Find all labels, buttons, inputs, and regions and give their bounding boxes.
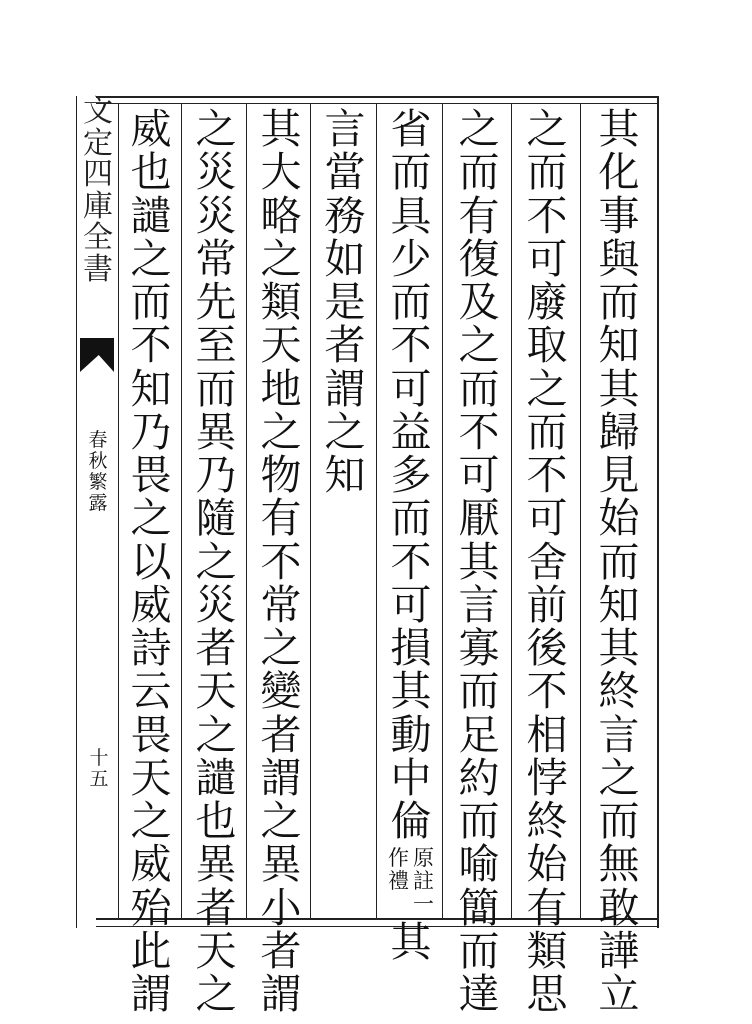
column-char: 可 xyxy=(390,364,432,413)
column-char: 復 xyxy=(458,234,500,283)
column-char: 而 xyxy=(130,278,172,326)
column-char: 多 xyxy=(390,451,432,499)
column-char: 動 xyxy=(390,710,432,759)
annotation-right xyxy=(413,847,434,916)
column-char: 之 xyxy=(260,624,302,672)
column-char: 也 xyxy=(195,797,237,845)
column-char: 異 xyxy=(260,840,302,889)
column-char: 省 xyxy=(390,105,432,153)
annotation-char: 註 xyxy=(413,869,434,894)
column-char: 畏 xyxy=(130,451,172,499)
column-char: 其 xyxy=(390,917,432,966)
column-char: 之 xyxy=(526,364,568,413)
column-char: 天 xyxy=(260,321,302,370)
library-title-char: 文 xyxy=(83,94,113,129)
column-char: 威 xyxy=(130,105,172,153)
column-char: 謂 xyxy=(260,753,302,802)
column-char: 悖 xyxy=(526,753,568,802)
column-char: 不 xyxy=(260,537,302,586)
column-char: 不 xyxy=(390,321,432,370)
column-char: 厭 xyxy=(458,494,500,543)
page-number xyxy=(86,748,112,790)
column-char: 天 xyxy=(195,667,237,716)
column-divider xyxy=(376,104,377,919)
column-divider xyxy=(580,104,581,919)
column-char: 知 xyxy=(598,580,640,629)
column-char: 可 xyxy=(526,234,568,283)
column-char: 倫 xyxy=(390,797,432,845)
column-char: 無 xyxy=(598,840,640,889)
column-char: 不 xyxy=(526,191,568,240)
column-char: 是 xyxy=(324,278,366,326)
column-char: 始 xyxy=(526,840,568,889)
column-divider xyxy=(442,104,443,919)
column-char: 也 xyxy=(130,148,172,197)
column-char: 而 xyxy=(390,148,432,197)
column-char: 見 xyxy=(598,451,640,499)
right-border xyxy=(657,96,659,928)
column-char: 之 xyxy=(458,105,500,153)
column-char: 謂 xyxy=(130,970,172,1018)
column-char: 天 xyxy=(130,753,172,802)
column-char: 謂 xyxy=(260,970,302,1018)
text-column-8 xyxy=(122,105,180,1018)
book-title-char: 秋 xyxy=(88,449,108,472)
column-char: 者 xyxy=(195,624,237,672)
column-char: 常 xyxy=(195,234,237,283)
column-char: 知 xyxy=(130,364,172,413)
column-char: 者 xyxy=(260,710,302,759)
column-char: 約 xyxy=(458,753,500,802)
column-char: 可 xyxy=(458,451,500,499)
column-char: 不 xyxy=(130,321,172,370)
column-char: 而 xyxy=(598,278,640,326)
column-char: 隨 xyxy=(195,494,237,543)
column-char: 之 xyxy=(195,970,237,1018)
column-char: 有 xyxy=(260,494,302,543)
column-char: 之 xyxy=(526,105,568,153)
column-char: 廢 xyxy=(526,278,568,326)
column-char: 損 xyxy=(390,624,432,672)
column-char: 異 xyxy=(195,840,237,889)
column-char: 者 xyxy=(195,883,237,932)
column-char: 終 xyxy=(526,797,568,845)
column-char: 而 xyxy=(598,537,640,586)
column-char: 化 xyxy=(598,148,640,197)
column-char: 常 xyxy=(260,580,302,629)
column-char: 小 xyxy=(260,883,302,932)
page-number-char: 五 xyxy=(89,767,109,790)
text-column-6 xyxy=(252,105,310,1018)
column-char: 之 xyxy=(130,234,172,283)
column-char: 之 xyxy=(195,710,237,759)
text-column-7 xyxy=(187,105,245,1018)
column-char: 言 xyxy=(458,580,500,629)
column-char: 歸 xyxy=(598,407,640,456)
column-char: 而 xyxy=(458,148,500,197)
column-divider xyxy=(118,104,119,919)
column-divider xyxy=(310,104,311,919)
column-char: 而 xyxy=(390,278,432,326)
column-divider xyxy=(181,104,182,919)
column-char: 而 xyxy=(526,148,568,197)
column-char: 災 xyxy=(195,191,237,240)
book-title-char: 露 xyxy=(88,491,108,514)
column-char: 舍 xyxy=(526,537,568,586)
column-char: 有 xyxy=(526,883,568,932)
column-char: 其 xyxy=(458,537,500,586)
column-char: 其 xyxy=(598,624,640,672)
column-char: 譴 xyxy=(195,753,237,802)
column-char: 之 xyxy=(458,321,500,370)
column-char: 不 xyxy=(390,537,432,586)
column-char: 至 xyxy=(195,321,237,370)
column-char: 達 xyxy=(458,970,500,1018)
library-title-char: 書 xyxy=(83,251,113,287)
column-char: 而 xyxy=(458,364,500,413)
column-char: 謂 xyxy=(324,364,366,413)
book-title-char: 繁 xyxy=(88,470,108,493)
column-char: 之 xyxy=(130,494,172,543)
column-char: 之 xyxy=(260,407,302,456)
annotation-char: 原 xyxy=(413,846,434,871)
column-char: 威 xyxy=(130,840,172,889)
column-char: 之 xyxy=(260,797,302,845)
library-title-char: 庫 xyxy=(83,188,113,224)
column-char: 之 xyxy=(324,407,366,456)
annotation-char: 禮 xyxy=(388,869,409,894)
column-char: 前 xyxy=(526,580,568,629)
column-char: 而 xyxy=(195,364,237,413)
column-char: 足 xyxy=(458,710,500,759)
column-char: 類 xyxy=(526,926,568,975)
column-char: 不 xyxy=(458,407,500,456)
column-char: 如 xyxy=(324,234,366,283)
column-char: 詩 xyxy=(130,624,172,672)
column-char: 具 xyxy=(390,191,432,240)
column-char: 變 xyxy=(260,667,302,716)
column-char: 之 xyxy=(195,105,237,153)
column-divider xyxy=(511,104,512,919)
column-char: 中 xyxy=(390,753,432,802)
outer-left-border xyxy=(76,96,77,928)
column-char: 物 xyxy=(260,451,302,499)
column-char: 取 xyxy=(526,321,568,370)
column-char: 其 xyxy=(390,667,432,716)
page-number-char: 十 xyxy=(89,747,109,769)
column-char: 大 xyxy=(260,148,302,197)
column-char: 相 xyxy=(526,710,568,759)
column-char: 立 xyxy=(598,970,640,1018)
column-char: 而 xyxy=(458,797,500,845)
column-char: 之 xyxy=(130,797,172,845)
column-char: 乃 xyxy=(195,451,237,499)
column-char: 而 xyxy=(458,926,500,975)
annotation-char: 一 xyxy=(413,892,434,917)
column-char: 其 xyxy=(598,364,640,413)
annotation-note xyxy=(388,847,434,916)
column-char: 當 xyxy=(324,148,366,197)
library-title-char: 四 xyxy=(83,157,113,192)
column-char: 云 xyxy=(130,667,172,716)
column-char: 異 xyxy=(195,407,237,456)
column-char: 言 xyxy=(598,710,640,759)
column-char: 可 xyxy=(390,580,432,629)
column-char: 殆 xyxy=(130,883,172,932)
book-title-char: 春 xyxy=(88,429,108,451)
annotation-char: 作 xyxy=(388,846,409,871)
column-char: 先 xyxy=(195,278,237,326)
column-char: 略 xyxy=(260,191,302,240)
column-char: 災 xyxy=(195,148,237,197)
column-char: 此 xyxy=(130,926,172,975)
book-title xyxy=(84,430,112,514)
column-char: 者 xyxy=(324,321,366,370)
column-char: 畏 xyxy=(130,710,172,759)
column-char: 終 xyxy=(598,667,640,716)
column-char: 之 xyxy=(260,234,302,283)
library-title-char: 定 xyxy=(83,125,113,161)
column-char: 其 xyxy=(260,105,302,153)
column-char: 有 xyxy=(458,191,500,240)
annotation-left xyxy=(388,847,409,916)
text-column-4 xyxy=(382,105,440,966)
column-char: 不 xyxy=(526,451,568,499)
column-char: 而 xyxy=(598,797,640,845)
column-char: 知 xyxy=(324,451,366,499)
column-char: 天 xyxy=(195,926,237,975)
library-title-char: 全 xyxy=(83,220,113,255)
column-char: 益 xyxy=(390,407,432,456)
column-char: 乃 xyxy=(130,407,172,456)
column-char: 寡 xyxy=(458,624,500,672)
text-column-2 xyxy=(518,105,576,1018)
column-char: 後 xyxy=(526,624,568,672)
column-char: 及 xyxy=(458,278,500,326)
column-char: 簡 xyxy=(458,883,500,932)
column-char: 譴 xyxy=(130,191,172,240)
column-char: 事 xyxy=(598,191,640,240)
column-char: 言 xyxy=(324,105,366,153)
column-char: 以 xyxy=(130,537,172,586)
column-char: 類 xyxy=(260,278,302,326)
column-char: 與 xyxy=(598,234,640,283)
column-char: 務 xyxy=(324,191,366,240)
column-char: 其 xyxy=(598,105,640,153)
column-char: 思 xyxy=(526,970,568,1018)
column-char: 不 xyxy=(526,667,568,716)
top-border xyxy=(96,96,658,98)
column-char: 敢 xyxy=(598,883,640,932)
column-char: 喻 xyxy=(458,840,500,889)
column-char: 始 xyxy=(598,494,640,543)
column-char: 之 xyxy=(598,753,640,802)
column-char: 而 xyxy=(526,407,568,456)
column-char: 地 xyxy=(260,364,302,413)
column-char: 之 xyxy=(195,537,237,586)
column-char: 而 xyxy=(390,494,432,543)
column-divider xyxy=(246,104,247,919)
fish-tail-ornament xyxy=(80,338,114,372)
column-char: 知 xyxy=(598,321,640,370)
column-char: 可 xyxy=(526,494,568,543)
column-char: 威 xyxy=(130,580,172,629)
column-char: 少 xyxy=(390,234,432,283)
text-column-5 xyxy=(316,105,374,499)
column-char: 者 xyxy=(260,926,302,975)
text-column-3 xyxy=(450,105,508,1018)
column-char: 譁 xyxy=(598,926,640,975)
column-char: 災 xyxy=(195,580,237,629)
library-title xyxy=(82,96,114,285)
text-column-1 xyxy=(590,105,648,1018)
column-char: 而 xyxy=(458,667,500,716)
